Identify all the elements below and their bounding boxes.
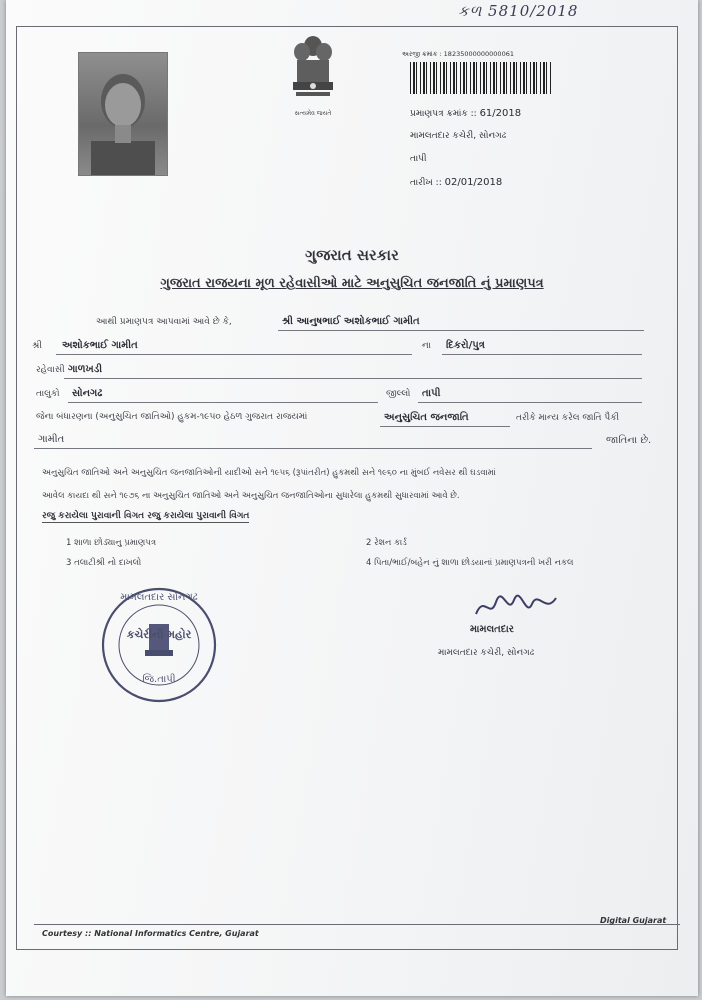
na-label: ના xyxy=(422,341,431,351)
footer-digital-gujarat: Digital Gujarat xyxy=(600,916,667,925)
national-emblem xyxy=(278,32,348,118)
emblem-caption: સત્યમેવ જયતે xyxy=(294,110,332,117)
seal-bottom-text: જિ.તાપી xyxy=(142,674,176,685)
shri-label: શ્રી xyxy=(32,341,42,351)
office-line-1: મામલતદાર કચેરી, સોનગઢ xyxy=(410,131,507,141)
government-title: ગુજરાત સરકાર xyxy=(305,246,399,264)
barcode-label: અરજી ક્રમાંક : 18235000000000061 xyxy=(402,50,514,58)
certificate-title-wrap xyxy=(6,272,698,291)
resident-label: રહેવાસી xyxy=(36,365,65,375)
district-line xyxy=(418,402,642,403)
category-value: અનુસુચિત જનજાતિ xyxy=(384,412,469,423)
relation-line xyxy=(442,354,642,355)
certificate-number-row xyxy=(410,108,521,119)
applicant-name-line xyxy=(278,330,644,331)
date-row xyxy=(410,177,502,188)
proof-item: 2 રેશન કાર્ડ xyxy=(366,538,407,548)
proof-item: 3 તલાટીશ્રી નો દાખલો xyxy=(66,558,142,568)
office-seal xyxy=(100,586,218,704)
proof-item: 1 શાળા છોડ્યાનુ પ્રમાણપત્ર xyxy=(66,538,157,548)
barcode xyxy=(410,62,552,94)
village-line xyxy=(64,378,642,379)
certificate-number-label: પ્રમાણપત્ર ક્રમાંક :: xyxy=(410,109,477,119)
caste-value: ગામીત xyxy=(38,434,65,445)
recognized-text: તરીકે માન્ય કરેલ જાતિ પૈકી xyxy=(516,413,620,423)
applicant-photo xyxy=(78,52,168,176)
father-name: અશોકભાઈ ગામીત xyxy=(62,340,138,351)
taluka-label: તાલુકો xyxy=(36,389,60,399)
signature-icon xyxy=(472,590,562,624)
certificate-paper xyxy=(6,0,698,996)
certificate-number-value: 61/2018 xyxy=(479,108,522,119)
footer-courtesy: Courtesy :: National Informatics Centre, Gujarat xyxy=(42,929,259,938)
relation-value: દિકરો/પુત્ર xyxy=(446,340,485,351)
caste-suffix: જાતિના છે. xyxy=(606,435,652,446)
top-handwritten-annotation: કળ 5810/2018 xyxy=(458,2,579,20)
applicant-photo-icon xyxy=(79,53,167,175)
signatory-title: મામલતદાર xyxy=(470,624,514,635)
seal-top-text: મામલતદાર સોનગઢ xyxy=(120,592,198,603)
certificate-title: ગુજરાત રાજયના મૂળ રહેવાસીઓ માટે અનુસુચિત જનજાતિ નું પ્રમાણપત્ર xyxy=(160,276,544,291)
proofs-heading: રજુ કરાયેલા પુરાવાની વિગત રજુ કરાયેલા પુરાવાની વિગત xyxy=(42,511,250,521)
district-label: જીલ્લો xyxy=(386,389,411,399)
taluka-value: સોનગઢ xyxy=(72,388,103,399)
signatory-office: મામલતદાર કચેરી, સોનગઢ xyxy=(438,648,535,658)
signature xyxy=(472,590,562,624)
caste-line xyxy=(34,448,592,449)
legal-paragraph-line-2: આવેલ કાયદા થી સને ૧૯૭૬ ના અનુસુચિત જાતિઓ અને અનુસુચિત જનજાતિઓના સુધારેલા હુકમથી સુધારવામાં આવે છે. xyxy=(42,491,460,501)
district-value: તાપી xyxy=(422,388,441,399)
applicant-name: શ્રી આનુષભાઈ અશોકભાઈ ગામીત xyxy=(282,316,420,327)
office-line-2: તાપી xyxy=(410,154,427,164)
legal-paragraph-line-1: અનુસુચિત જાતિઓ અને અનુસુચિત જનજાતિઓની યાદીઓ સને ૧૯૫૬ (રૂપાંતરીત) હુકમથી સને ૧૯૬૦ ના મુંબઈ નવેસર થી ઘડવામાં xyxy=(42,468,496,478)
proof-item: 4 પિતા/ભાઈ/બહેન નું શાળા છોડયાનાં પ્રમાણપત્રની ખરી નકલ xyxy=(366,558,574,568)
order-text: જેના બંધારણના (અનુસુચિત જાતિઓ) હુકમ-૧૯૫૦ હેઠળ ગુજરાત રાજયમાં xyxy=(36,412,308,422)
date-label: તારીખ :: xyxy=(410,178,442,188)
date-value: 02/01/2018 xyxy=(444,177,503,188)
footer-rule xyxy=(34,924,680,925)
taluka-line xyxy=(68,402,378,403)
office-seal-icon xyxy=(100,586,218,704)
intro-text: આથી પ્રમાણપત્ર આપવામાં આવે છે કે, xyxy=(96,317,232,327)
seal-middle-text: કચેરીની મહોર xyxy=(126,628,192,641)
category-line xyxy=(380,426,510,427)
father-name-line xyxy=(56,354,412,355)
village-value: ગાળખડી xyxy=(68,364,103,375)
ashoka-emblem-icon xyxy=(288,32,338,106)
